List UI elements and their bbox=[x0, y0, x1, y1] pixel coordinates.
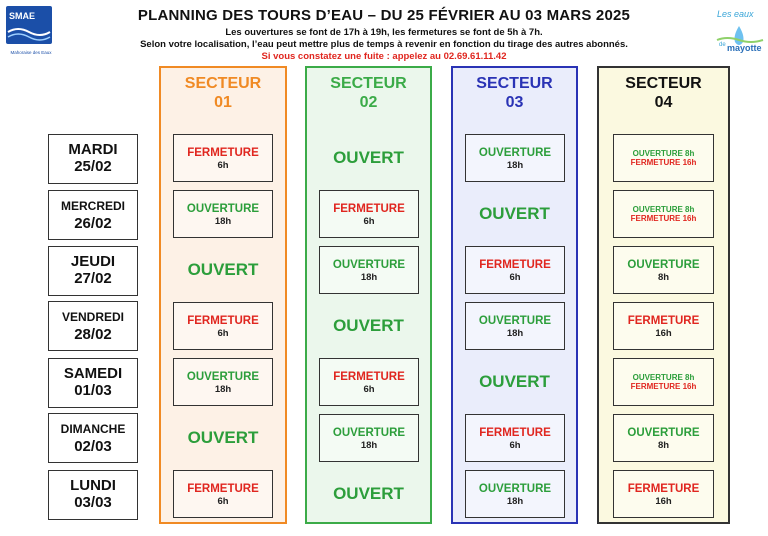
hours-label: 6h bbox=[217, 496, 229, 507]
closing-label: FERMETURE bbox=[627, 315, 700, 327]
opening-label: OUVERTURE bbox=[332, 427, 406, 439]
day-wednesday bbox=[48, 190, 138, 240]
day-date: 03/03 bbox=[74, 494, 112, 511]
sector-04-header bbox=[599, 74, 728, 112]
cell-s4-thursday bbox=[613, 246, 714, 294]
sector-label: SECTEUR bbox=[625, 75, 702, 92]
hours-label: 16h bbox=[655, 496, 672, 507]
cell-s2-saturday bbox=[319, 358, 419, 406]
opening-label: OUVERTURE bbox=[332, 259, 406, 271]
day-name: VENDREDI bbox=[61, 310, 124, 324]
logo-line2: de bbox=[719, 42, 726, 48]
cell-s4-friday bbox=[613, 302, 714, 350]
opening-label: OUVERTURE bbox=[478, 147, 552, 159]
day-name: JEUDI bbox=[70, 253, 116, 270]
opening-label: OUVERTURE bbox=[478, 315, 552, 327]
logo-line3: mayotte bbox=[727, 43, 762, 53]
sector-01-header bbox=[161, 74, 285, 112]
sector-02-header bbox=[307, 74, 430, 112]
page-title: PLANNING DES TOURS D’EAU – DU 25 FÉVRIER AU 03 MARS 2025 bbox=[137, 7, 631, 24]
sector-label: SECTEUR bbox=[184, 75, 262, 92]
smae-logo bbox=[6, 6, 54, 60]
day-date: 26/02 bbox=[74, 215, 112, 232]
cell-s3-sunday bbox=[465, 414, 565, 462]
hours-label: 18h bbox=[214, 216, 232, 227]
sector-number: 02 bbox=[359, 94, 378, 111]
cell-s1-friday bbox=[173, 302, 273, 350]
day-name: MARDI bbox=[68, 141, 118, 158]
cell-s3-wednesday-open: OUVERT bbox=[479, 204, 550, 223]
opening-label: OUVERTURE bbox=[627, 427, 700, 439]
day-thursday bbox=[48, 246, 138, 296]
closing-label: FERMETURE bbox=[479, 427, 551, 439]
cell-s3-tuesday bbox=[465, 134, 565, 182]
delay-note: Selon votre localisation, l’eau peut mettre plus de temps à revenir en fonction du tirage des autres abonnés. bbox=[140, 39, 628, 50]
cell-s2-sunday bbox=[319, 414, 419, 462]
leak-hotline: Si vous constatez une fuite : appelez au 02.69.61.11.42 bbox=[261, 51, 507, 62]
cell-s3-monday bbox=[465, 470, 565, 518]
closing-16h-label: FERMETURE 16h bbox=[630, 214, 697, 223]
cell-s4-tuesday bbox=[613, 134, 714, 182]
hours-label: 18h bbox=[360, 440, 378, 451]
hours-label: 8h bbox=[657, 272, 670, 283]
hours-label: 18h bbox=[360, 272, 378, 283]
opening-label: OUVERTURE bbox=[478, 483, 552, 495]
smae-logo-box bbox=[6, 6, 52, 44]
closing-label: FERMETURE bbox=[627, 483, 700, 495]
cell-s1-thursday-open: OUVERT bbox=[187, 260, 259, 279]
hours-label: 18h bbox=[506, 328, 524, 339]
cell-s1-sunday-open: OUVERT bbox=[187, 428, 259, 447]
opening-label: OUVERTURE bbox=[627, 259, 700, 271]
sector-02-column bbox=[305, 66, 432, 524]
day-date: 01/03 bbox=[74, 382, 112, 399]
sector-04-column bbox=[597, 66, 730, 524]
smae-tagline: Mahoraise des Eaux bbox=[10, 50, 52, 55]
opening-8h-label: OUVERTURE 8h bbox=[632, 373, 695, 382]
cell-s2-friday-open: OUVERT bbox=[333, 316, 404, 335]
cell-s4-wednesday bbox=[613, 190, 714, 238]
hours-label: 6h bbox=[363, 384, 375, 395]
cell-s2-wednesday bbox=[319, 190, 419, 238]
sector-number: 04 bbox=[654, 94, 673, 111]
cell-s2-thursday bbox=[319, 246, 419, 294]
opening-label: OUVERTURE bbox=[186, 203, 260, 215]
closing-16h-label: FERMETURE 16h bbox=[630, 158, 697, 167]
hours-label: 18h bbox=[214, 384, 232, 395]
schedule-note: Les ouvertures se font de 17h à 19h, les fermetures se font de 5h à 7h. bbox=[225, 27, 543, 38]
closing-label: FERMETURE bbox=[187, 147, 259, 159]
hours-label: 6h bbox=[363, 216, 375, 227]
hours-label: 18h bbox=[506, 496, 524, 507]
cell-s1-wednesday bbox=[173, 190, 273, 238]
day-monday bbox=[48, 470, 138, 520]
day-saturday bbox=[48, 358, 138, 408]
day-date: 28/02 bbox=[74, 326, 112, 343]
sector-03-column bbox=[451, 66, 578, 524]
closing-label: FERMETURE bbox=[333, 203, 405, 215]
day-sunday bbox=[48, 413, 138, 463]
hours-label: 8h bbox=[657, 440, 670, 451]
hours-label: 6h bbox=[217, 328, 229, 339]
sector-label: SECTEUR bbox=[476, 75, 553, 92]
closing-label: FERMETURE bbox=[187, 483, 259, 495]
cell-s2-monday-open: OUVERT bbox=[333, 484, 404, 503]
day-name: SAMEDI bbox=[63, 365, 123, 382]
cell-s3-thursday bbox=[465, 246, 565, 294]
cell-s1-monday bbox=[173, 470, 273, 518]
sector-03-header bbox=[453, 74, 576, 112]
day-name: LUNDI bbox=[70, 477, 116, 494]
day-tuesday bbox=[48, 134, 138, 184]
closing-label: FERMETURE bbox=[333, 371, 405, 383]
opening-8h-label: OUVERTURE 8h bbox=[632, 149, 695, 158]
day-date: 02/03 bbox=[74, 438, 112, 455]
cell-s3-saturday-open: OUVERT bbox=[479, 372, 550, 391]
sector-number: 01 bbox=[214, 94, 232, 111]
day-date: 27/02 bbox=[74, 270, 112, 287]
closing-16h-label: FERMETURE 16h bbox=[630, 382, 697, 391]
hours-label: 6h bbox=[509, 440, 521, 451]
closing-label: FERMETURE bbox=[479, 259, 551, 271]
hours-label: 6h bbox=[509, 272, 521, 283]
day-name: DIMANCHE bbox=[60, 422, 126, 436]
sector-01-column bbox=[159, 66, 287, 524]
sector-number: 03 bbox=[505, 94, 524, 111]
hours-label: 6h bbox=[217, 160, 229, 171]
cell-s1-tuesday bbox=[173, 134, 273, 182]
day-date: 25/02 bbox=[74, 158, 112, 175]
cell-s4-monday bbox=[613, 470, 714, 518]
logo-line1: Les eaux bbox=[717, 9, 754, 19]
day-name: MERCREDI bbox=[60, 199, 125, 213]
sector-label: SECTEUR bbox=[330, 75, 407, 92]
hours-label: 18h bbox=[506, 160, 524, 171]
eaux-de-mayotte-logo bbox=[713, 6, 765, 58]
cell-s4-saturday bbox=[613, 358, 714, 406]
cell-s1-saturday bbox=[173, 358, 273, 406]
cell-s3-friday bbox=[465, 302, 565, 350]
cell-s2-tuesday-open: OUVERT bbox=[333, 148, 404, 167]
smae-logo-text: SMAE bbox=[9, 11, 36, 21]
closing-label: FERMETURE bbox=[187, 315, 259, 327]
opening-8h-label: OUVERTURE 8h bbox=[632, 205, 695, 214]
hours-label: 16h bbox=[655, 328, 672, 339]
opening-label: OUVERTURE bbox=[186, 371, 260, 383]
day-friday bbox=[48, 301, 138, 351]
cell-s4-sunday bbox=[613, 414, 714, 462]
